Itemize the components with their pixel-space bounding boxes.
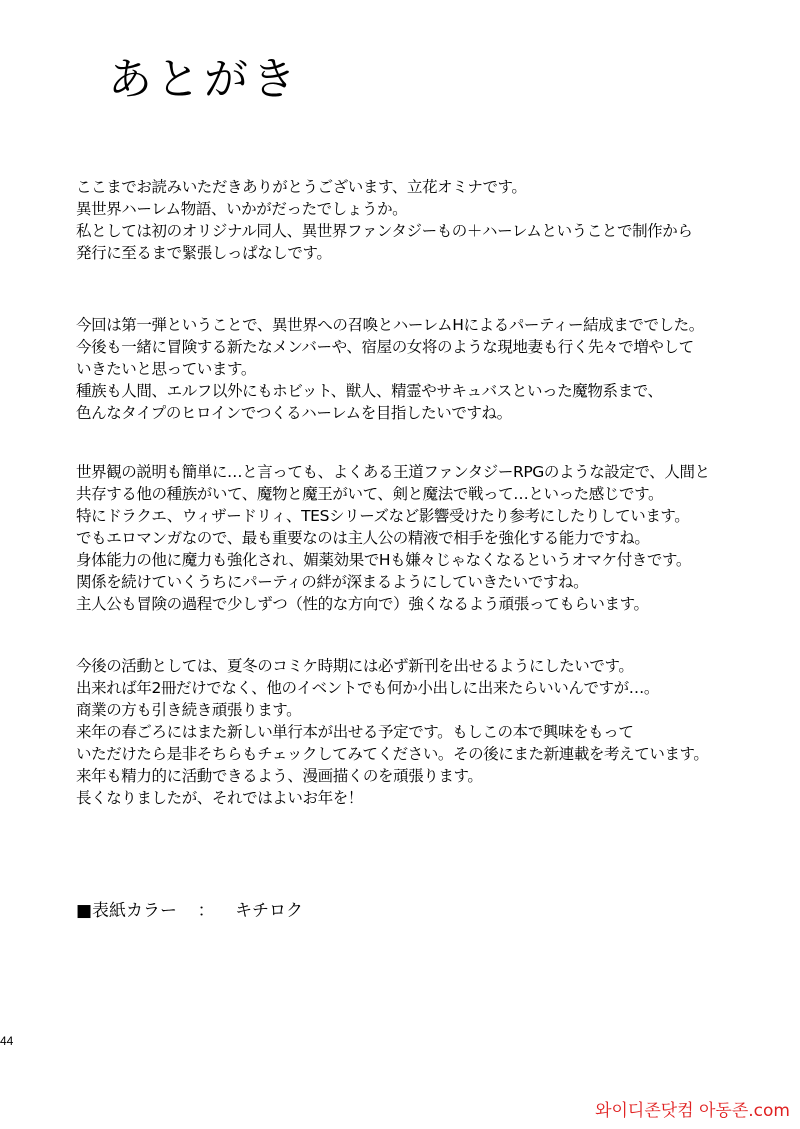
text-line: 長くなりましたが、それではよいお年を！ [76,789,363,807]
text-line: ここまでお読みいただきありがとうございます、立花オミナです。 [76,178,527,196]
credit-separator: ： [197,901,215,921]
page-title: あとがき [108,54,300,105]
text-line: 身体能力の他に魔力も強化され、媚薬効果でHも嫌々じゃなくなるというオマケ付きです。 [76,551,691,569]
site-watermark: 와이디존닷컴 아동존.com [595,1101,790,1121]
afterword-paragraph-2 [76,314,791,424]
text-line: 商業の方も引き続き頑張ります。 [76,701,302,719]
page-number: 44 [0,1034,14,1048]
text-line: 異世界ハーレム物語、いかがだったでしょうか。 [76,200,408,218]
cover-color-credit [76,899,303,923]
text-line: 世界観の説明も簡単に…と言っても、よくある王道ファンタジーRPGのような設定で、人間と [76,463,710,481]
text-line: でもエロマンガなので、最も重要なのは主人公の精液で相手を強化する能力ですね。 [76,529,650,547]
text-line: 出来れば年2冊だけでなく、他のイベントでも何か小出しに出来たらいいんですが…。 [76,679,659,697]
text-line: 来年の春ごろにはまた新しい単行本が出せる予定です。もしこの本で興味をもって [76,723,634,741]
credit-artist-name: キチロク [235,901,304,921]
afterword-paragraph-1 [76,176,791,264]
text-line: 特にドラクエ、ウィザードリィ、TESシリーズなど影響受けたり参考にしたりしています。 [76,507,690,525]
text-line: 今回は第一弾ということで、異世界への召喚とハーレムHによるパーティー結成まででした。 [76,316,704,334]
credit-label: ■表紙カラー [76,901,178,921]
text-line: 共存する他の種族がいて、魔物と魔王がいて、剣と魔法で戦って…といった感じです。 [76,485,664,503]
text-line: いただけたら是非そちらもチェックしてみてください。その後にまた新連載を考えています。 [76,745,709,763]
text-line: いきたいと思っています。 [76,360,256,378]
text-line: 私としては初のオリジナル同人、異世界ファンタジーもの＋ハーレムということで制作から [76,222,693,240]
text-line: 主人公も冒険の過程で少しずつ（性的な方向で）強くなるよう頑張ってもらいます。 [76,595,649,613]
text-line: 来年も精力的に活動できるよう、漫画描くのを頑張ります。 [76,767,483,785]
afterword-paragraph-3 [76,461,791,615]
text-line: 関係を続けていくうちにパーティの絆が深まるようにしていきたいですね。 [76,573,589,591]
afterword-paragraph-4 [76,655,791,809]
text-line: 種族も人間、エルフ以外にもホビット、獣人、精霊やサキュバスといった魔物系まで、 [76,382,663,400]
text-line: 色んなタイプのヒロインでつくるハーレムを目指したいですね。 [76,404,512,422]
text-line: 発行に至るまで緊張しっぱなしです。 [76,244,332,262]
text-line: 今後の活動としては、夏冬のコミケ時期には必ず新刊を出せるようにしたいです。 [76,657,634,675]
text-line: 今後も一緒に冒険する新たなメンバーや、宿屋の女将のような現地妻も行く先々で増やして [76,338,694,356]
